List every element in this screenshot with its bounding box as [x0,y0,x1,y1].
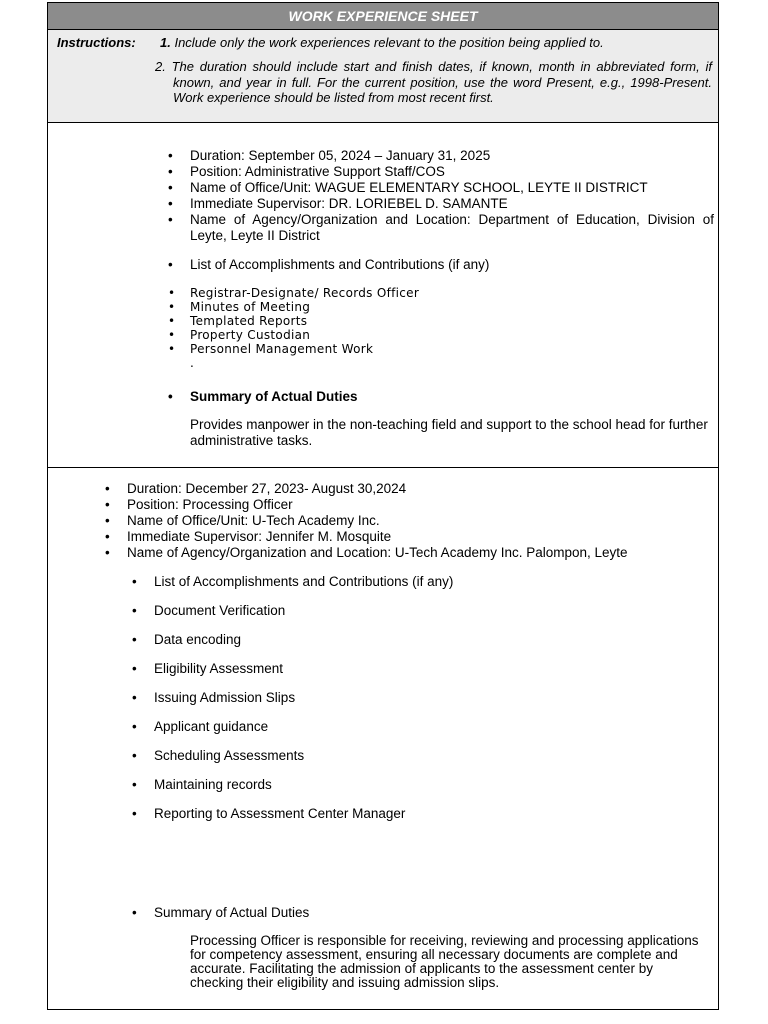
exp2-accomplishment-item: • Maintaining records [154,777,272,792]
exp2-supervisor: • Immediate Supervisor: Jennifer M. Mosquite [127,529,391,544]
exp2-accomplishment-item: • Scheduling Assessments [154,748,304,763]
instruction-item-1 [160,35,604,50]
exp1-supervisor: • Immediate Supervisor: DR. LORIEBEL D. SAMANTE [190,196,508,211]
exp2-summary-label: • Summary of Actual Duties [154,905,309,920]
instructions-label: Instructions: [57,35,136,50]
exp1-position: • Position: Administrative Support Staff/COS [190,164,445,179]
exp2-summary-text: Processing Officer is responsible for receiving, reviewing and processing applications for competency assessment, ensuring all necessary documents are complete and accurate. Facilitating the admission of applicants to the assessment center by checking their eligibility and issuing admission slips. [190,933,699,990]
exp2-office: • Name of Office/Unit: U-Tech Academy Inc. [127,513,380,528]
exp1-agency: • Name of Agency/Organization and Location: Department of Education, Division of Leyte, Leyte II District [190,212,714,244]
exp2-duration: • Duration: December 27, 2023- August 30,2024 [127,481,406,496]
exp1-accomplishment-item: • Templated Reports [190,314,307,328]
experience-entry-2 [48,468,718,1008]
exp2-accomplishment-item: • Eligibility Assessment [154,661,283,676]
exp1-accomplishment-item: • Registrar-Designate/ Records Officer [190,286,419,300]
exp1-summary-label: • Summary of Actual Duties [190,389,358,404]
exp1-duration: • Duration: September 05, 2024 – January 31, 2025 [190,148,490,163]
instruction-item-1-number: 1. [160,35,171,50]
exp1-summary-text: Provides manpower in the non-teaching field and support to the school head for further administrative tasks. [190,417,708,448]
exp2-accomplishment-item: • Data encoding [154,632,241,647]
experience-entry-1 [48,123,718,468]
exp2-position: • Position: Processing Officer [127,497,293,512]
exp2-accomplishment-item: • Issuing Admission Slips [154,690,295,705]
exp1-trailing-dot: . [190,356,195,370]
exp1-accomplishment-item: • Minutes of Meeting [190,300,310,314]
exp1-accomplishments-label: • List of Accomplishments and Contributions (if any) [190,257,489,272]
instruction-item-1-text: Include only the work experiences relevant to the position being applied to. [174,35,604,50]
exp2-accomplishment-item: • Applicant guidance [154,719,268,734]
exp1-accomplishment-item: • Personnel Management Work [190,342,373,356]
exp1-office: • Name of Office/Unit: WAGUE ELEMENTARY SCHOOL, LEYTE II DISTRICT [190,180,648,195]
exp2-accomplishment-item: • Reporting to Assessment Center Manager [154,806,405,821]
exp1-accomplishment-item: • Property Custodian [190,328,310,342]
work-experience-sheet [47,2,719,1010]
exp2-accomplishment-item: • Document Verification [154,603,285,618]
exp2-agency: • Name of Agency/Organization and Location: U-Tech Academy Inc. Palompon, Leyte [127,545,628,560]
instruction-item-2: 2. The duration should include start and finish dates, if known, month in abbreviated form, if known, and year in full. For the current position, use the word Present, e.g., 1998-Present. Work experience should be listed from most recent first. [155,59,712,105]
sheet-title: WORK EXPERIENCE SHEET [48,3,718,30]
exp2-accomplishments-label: • List of Accomplishments and Contributions (if any) [154,574,453,589]
instructions-panel [48,30,718,123]
